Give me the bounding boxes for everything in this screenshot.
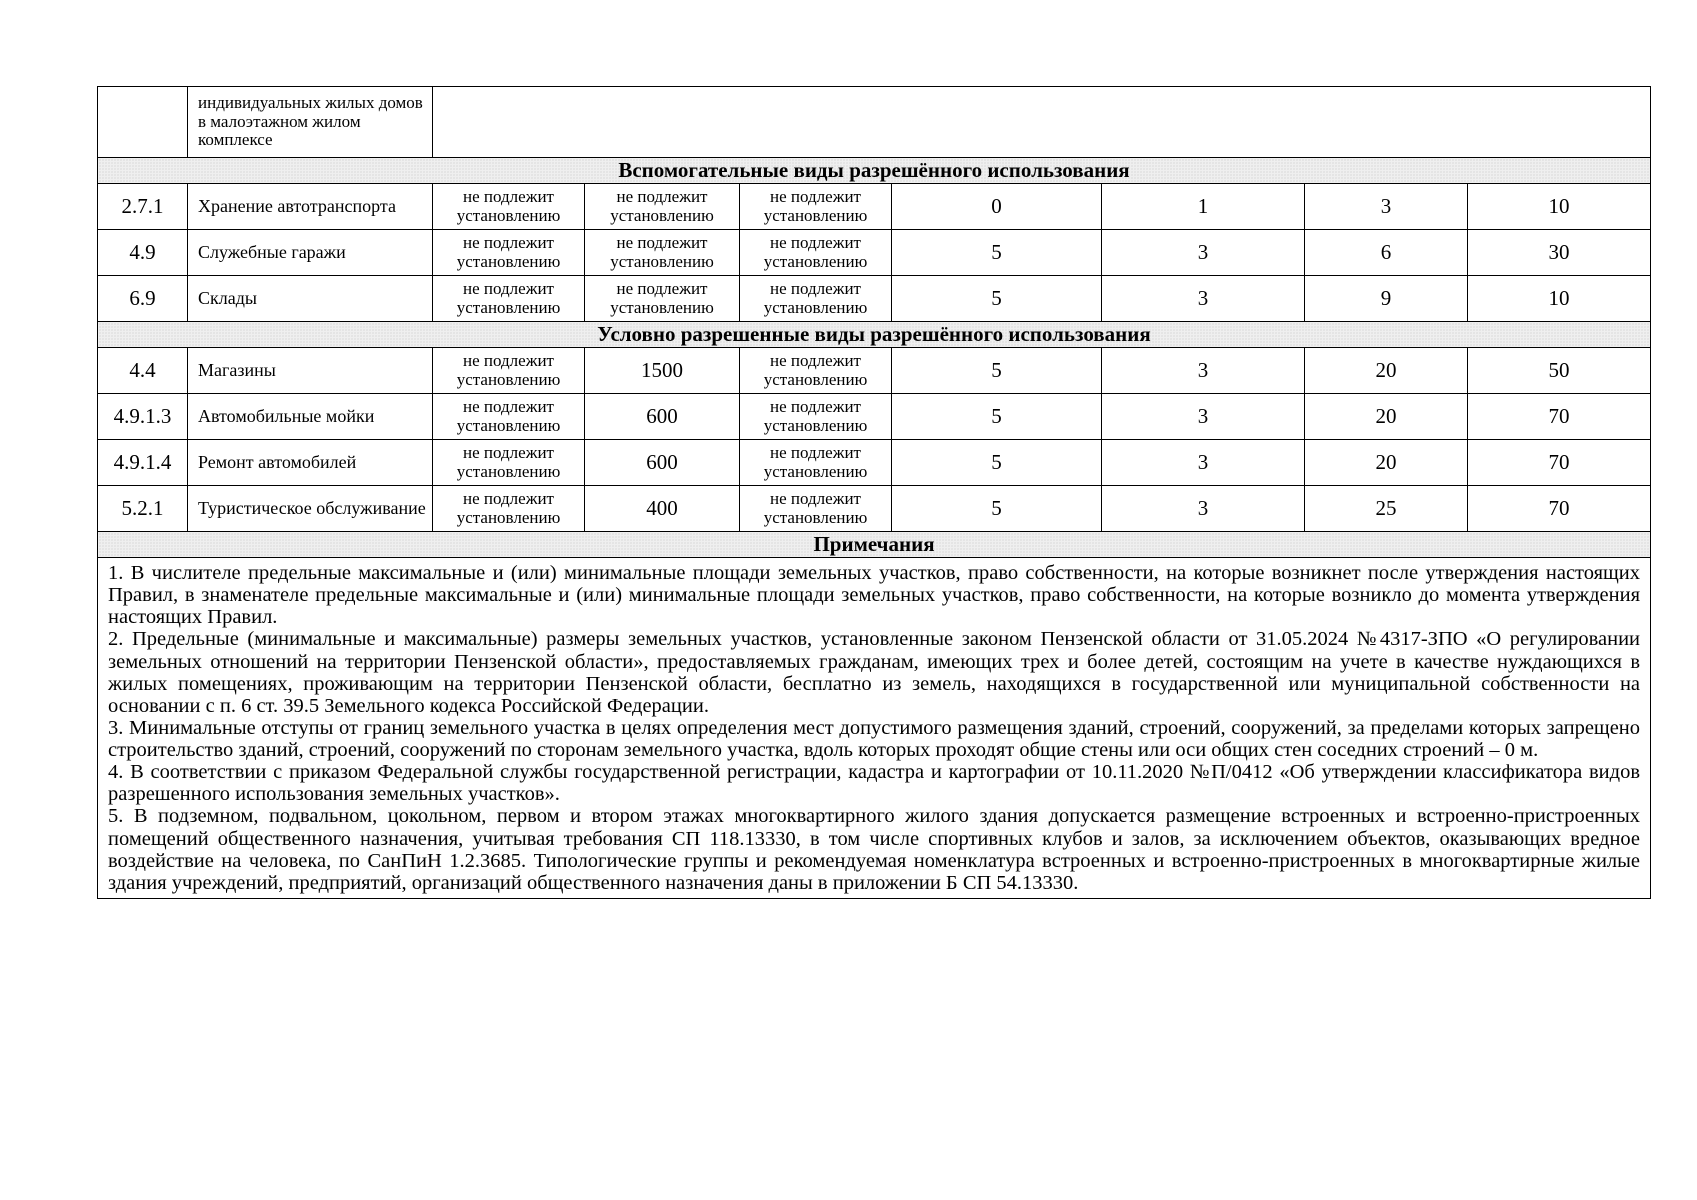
- value-cell: не подлежит установлению: [740, 348, 892, 394]
- value-cell: не подлежит установлению: [433, 230, 585, 276]
- value-cell: 6: [1305, 230, 1468, 276]
- value-cell: не подлежит установлению: [585, 276, 740, 322]
- note-paragraph: 4. В соответствии с приказом Федеральной службы государственной регистрации, кадастра и картографии от 10.11.2020 №П/0412 «Об утверждении классификатора видов разрешенного использования земельных участков».: [108, 761, 1641, 806]
- section-header-row: [98, 322, 1651, 348]
- value-cell: 600: [585, 440, 740, 486]
- notes-cell: [98, 558, 1651, 899]
- value-cell: не подлежит установлению: [740, 394, 892, 440]
- code-cell: 2.7.1: [98, 184, 188, 230]
- code-cell: 4.9: [98, 230, 188, 276]
- value-cell: 3: [1102, 486, 1305, 532]
- name-cell: индивидуальных жилых домов в малоэтажном жилом комплексе: [188, 87, 433, 158]
- note-paragraph: 1. В числителе предельные максимальные и (или) минимальные площади земельных участков, право собственности, на которые возникнет после утверждения настоящих Правил, в знаменателе предельные максимальные и (или) минимальные площади земельных участков, право собственности, на которые возникло до момента утверждения настоящих Правил.: [108, 562, 1641, 629]
- value-cell: не подлежит установлению: [433, 394, 585, 440]
- table-row: [98, 486, 1651, 532]
- empty-cell: [433, 87, 1651, 158]
- value-cell: 10: [1468, 276, 1651, 322]
- value-cell: не подлежит установлению: [740, 184, 892, 230]
- value-cell: 20: [1305, 394, 1468, 440]
- value-cell: 3: [1102, 440, 1305, 486]
- value-cell: 0: [892, 184, 1102, 230]
- value-cell: не подлежит установлению: [433, 440, 585, 486]
- value-cell: 1500: [585, 348, 740, 394]
- value-cell: не подлежит установлению: [433, 348, 585, 394]
- value-cell: 5: [892, 394, 1102, 440]
- value-cell: 5: [892, 276, 1102, 322]
- value-cell: не подлежит установлению: [740, 440, 892, 486]
- value-cell: 1: [1102, 184, 1305, 230]
- value-cell: не подлежит установлению: [433, 486, 585, 532]
- value-cell: не подлежит установлению: [740, 486, 892, 532]
- name-cell: Автомобильные мойки: [188, 394, 433, 440]
- value-cell: 3: [1305, 184, 1468, 230]
- table-row: [98, 184, 1651, 230]
- name-cell: Склады: [188, 276, 433, 322]
- value-cell: 25: [1305, 486, 1468, 532]
- table-row: [98, 87, 1651, 158]
- value-cell: 3: [1102, 230, 1305, 276]
- value-cell: 5: [892, 440, 1102, 486]
- section-title-auxiliary: Вспомогательные виды разрешённого использования: [98, 158, 1651, 184]
- value-cell: не подлежит установлению: [740, 276, 892, 322]
- note-paragraph: 5. В подземном, подвальном, цокольном, первом и втором этажах многоквартирного жилого здания допускается размещение встроенных и встроенно-пристроенных помещений общественного назначения, учитывая требования СП 118.13330, в том числе спортивных клубов и залов, за исключением объектов, оказывающих вредное воздействие на человека, по СанПиН 1.2.3685. Типологические группы и рекомендуемая номенклатура встроенных и встроенно-пристроенных в многоквартирные жилые здания учреждений, предприятий, организаций общественного назначения даны в приложении Б СП 54.13330.: [108, 805, 1641, 894]
- table-row: [98, 348, 1651, 394]
- code-cell: 4.4: [98, 348, 188, 394]
- value-cell: 600: [585, 394, 740, 440]
- value-cell: не подлежит установлению: [433, 276, 585, 322]
- table-row: [98, 440, 1651, 486]
- value-cell: 3: [1102, 394, 1305, 440]
- table-row: [98, 394, 1651, 440]
- value-cell: 70: [1468, 440, 1651, 486]
- table-row: [98, 276, 1651, 322]
- value-cell: не подлежит установлению: [433, 184, 585, 230]
- name-cell: Магазины: [188, 348, 433, 394]
- value-cell: 400: [585, 486, 740, 532]
- value-cell: 10: [1468, 184, 1651, 230]
- section-title-notes: Примечания: [98, 532, 1651, 558]
- name-cell: Туристическое обслуживание: [188, 486, 433, 532]
- value-cell: 9: [1305, 276, 1468, 322]
- value-cell: 70: [1468, 394, 1651, 440]
- value-cell: 5: [892, 230, 1102, 276]
- value-cell: 3: [1102, 348, 1305, 394]
- value-cell: 5: [892, 486, 1102, 532]
- value-cell: 5: [892, 348, 1102, 394]
- value-cell: не подлежит установлению: [585, 230, 740, 276]
- land-use-table: [97, 86, 1651, 899]
- code-cell: 4.9.1.3: [98, 394, 188, 440]
- value-cell: 70: [1468, 486, 1651, 532]
- notes-row: [98, 558, 1651, 899]
- value-cell: 20: [1305, 440, 1468, 486]
- code-cell: 6.9: [98, 276, 188, 322]
- code-cell: 5.2.1: [98, 486, 188, 532]
- section-header-row: [98, 158, 1651, 184]
- code-cell: 4.9.1.4: [98, 440, 188, 486]
- note-paragraph: 2. Предельные (минимальные и максимальные) размеры земельных участков, установленные законом Пензенской области от 31.05.2024 №4317-ЗПО «О регулировании земельных отношений на территории Пензенской области», предоставляемых гражданам, имеющих трех и более детей, состоящим на учете в качестве нуждающихся в жилых помещениях, проживающим на территории Пензенской области, бесплатно из земель, находящихся в государственной или муниципальной собственности на основании с п. 6 ст. 39.5 Земельного кодекса Российской Федерации.: [108, 628, 1641, 717]
- name-cell: Служебные гаражи: [188, 230, 433, 276]
- value-cell: 50: [1468, 348, 1651, 394]
- value-cell: не подлежит установлению: [585, 184, 740, 230]
- code-cell: [98, 87, 188, 158]
- value-cell: не подлежит установлению: [740, 230, 892, 276]
- value-cell: 3: [1102, 276, 1305, 322]
- name-cell: Хранение автотранспорта: [188, 184, 433, 230]
- name-cell: Ремонт автомобилей: [188, 440, 433, 486]
- table-body: [98, 87, 1651, 899]
- value-cell: 30: [1468, 230, 1651, 276]
- section-title-conditional: Условно разрешенные виды разрешённого использования: [98, 322, 1651, 348]
- note-paragraph: 3. Минимальные отступы от границ земельного участка в целях определения мест допустимого размещения зданий, строений, сооружений, за пределами которых запрещено строительство зданий, строений, сооружений по сторонам земельного участка, вдоль которых проходят общие стены или оси общих стен соседних строений – 0 м.: [108, 716, 1641, 761]
- section-header-row: [98, 532, 1651, 558]
- table-row: [98, 230, 1651, 276]
- value-cell: 20: [1305, 348, 1468, 394]
